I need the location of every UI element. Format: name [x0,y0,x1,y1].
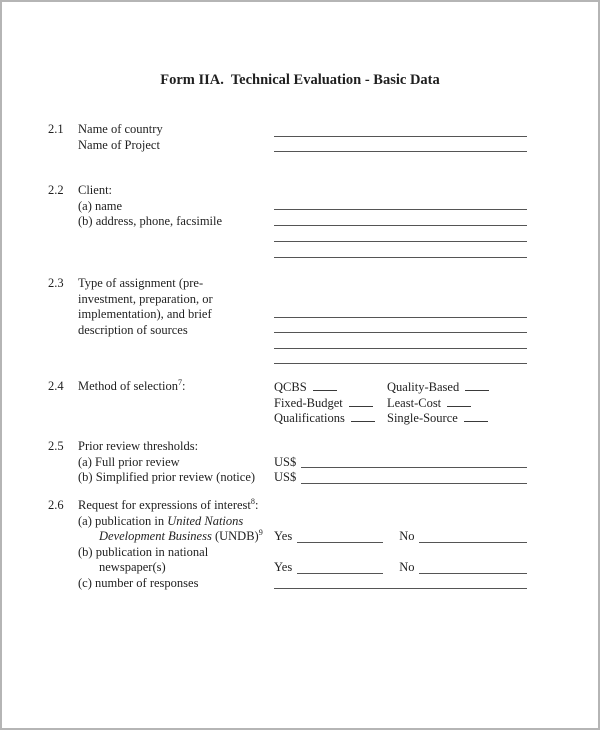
field-label-project: Name of Project [78,137,160,152]
fill-line [297,560,383,574]
field-label-newspaper: (b) publication in national [78,544,209,559]
option-qcbs: QCBS [274,379,387,395]
section-number: 2.2 [48,183,64,197]
blank-dash [447,395,471,407]
field-label-country: Name of country [78,122,163,136]
section-heading: Request for expressions of interest$^8$: [78,496,259,512]
field-label-responses: (c) number of responses [78,575,199,590]
section-number: 2.6 [48,498,64,512]
field-label-assignment: implementation), and brief [78,307,212,321]
footnote-ref-7: 7 [177,377,183,387]
section-number: 2.4 [48,379,64,393]
blank-line [274,334,527,350]
currency-label: US$ [274,470,297,484]
field-label-assignment: investment, preparation, or [78,291,213,306]
section-heading: Client: [78,183,113,197]
section-number: 2.3 [48,276,64,290]
fill-line [419,560,527,574]
field-label-undb: Development Business (UNDB)$^9$ [99,527,263,543]
field-label-assignment: description of sources [78,322,188,337]
option-qualifications: Qualifications [274,410,387,426]
blank-dash [465,379,489,391]
blank-line [274,195,527,211]
no-label: No [399,560,415,574]
option-least-cost: Least-Cost [387,395,527,411]
field-label-assignment: Type of assignment (pre- [78,276,204,290]
yes-label: Yes [274,560,293,574]
section-heading: Prior review thresholds: [78,439,199,453]
option-single-source: Single-Source [387,410,527,426]
footnote-ref-9: 9 [258,527,263,537]
footnote-ref-8: 8 [250,496,255,506]
field-label-client-address: (b) address, phone, facsimile [78,214,223,228]
blank-dash [349,395,373,407]
blank-line [274,138,527,154]
section-number: 2.1 [48,122,64,136]
fill-line [419,529,527,543]
field-label-client-name: (a) name [78,198,123,213]
field-label-method: Method of selection$^7$: [78,377,186,393]
blank-dash [351,410,375,422]
blank-line [274,227,527,243]
blank-line [274,211,527,227]
form-title: Form IIA. Technical Evaluation - Basic Data [160,72,440,88]
no-label: No [399,529,415,543]
currency-label: US$ [274,454,297,469]
blank-line [274,303,527,319]
option-quality-based: Quality-Based [387,379,527,395]
fill-line [301,455,527,469]
fill-line [274,576,527,590]
blank-dash [464,410,488,422]
field-label-newspaper: newspaper(s) [99,560,166,574]
blank-line [274,319,527,335]
field-label-simplified-review: (b) Simplified prior review (notice) [78,470,256,484]
option-fixed-budget: Fixed-Budget [274,395,387,411]
field-label-undb: (a) publication in United Nations [78,513,244,528]
fill-line [297,529,383,543]
blank-line [274,350,527,366]
blank-line [274,122,527,138]
field-label-full-review: (a) Full prior review [78,454,180,469]
blank-line [274,243,527,259]
section-number: 2.5 [48,439,64,453]
blank-dash [313,379,337,391]
yes-label: Yes [274,529,293,543]
fill-line [301,470,527,484]
